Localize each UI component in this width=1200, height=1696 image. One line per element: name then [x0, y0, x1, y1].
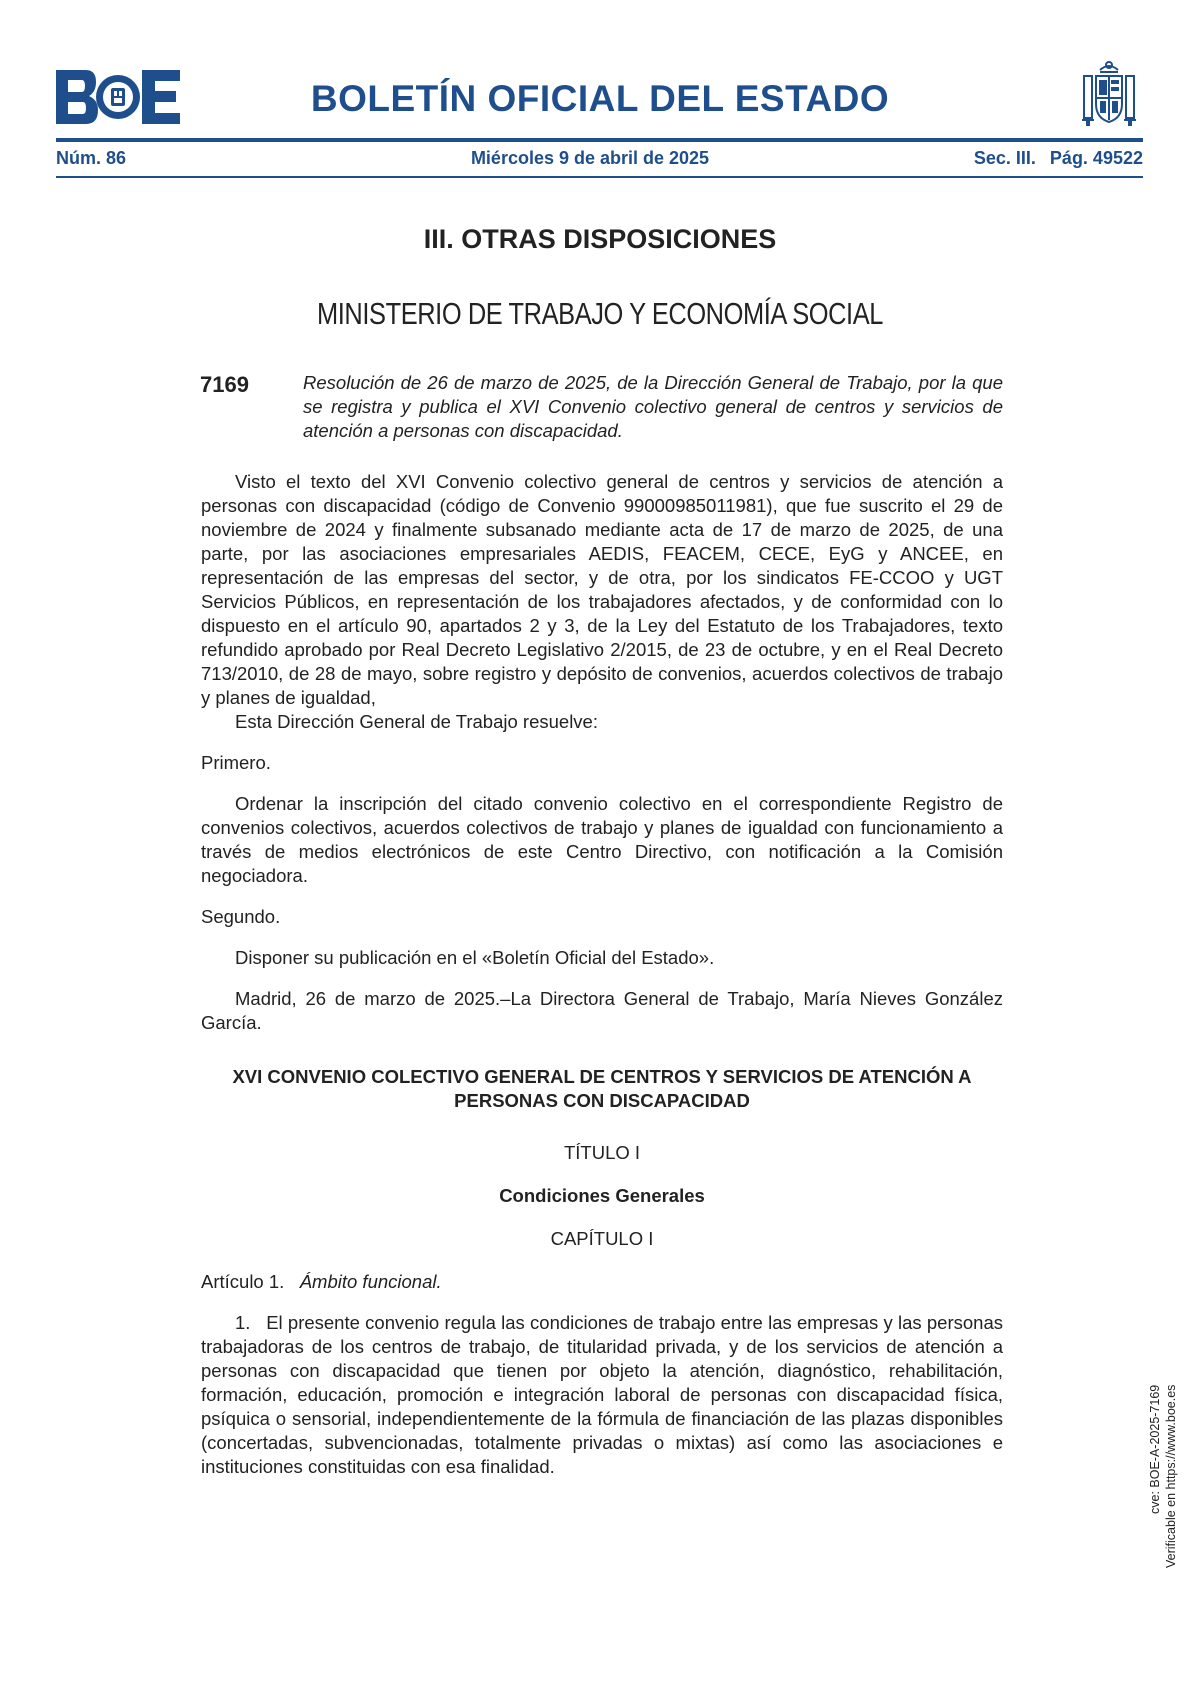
- item-text: El presente convenio regula las condiciones de trabajo entre las empresas y las personas trabajadoras de los centros de trabajo, de titularidad privada, y de los servicios de atención a personas con discapacidad que tienen por objeto la atención, diagnóstico, rehabilitación, formación, educación, promoción e integración laboral de personas con discapacidad física, psíquica o sensorial, independientemente de la fórmula de financiación de las plazas disponibles (concertadas, subvencionadas, totalmente privadas o mixtas) así como las asociaciones e instituciones constituidas con esa finalidad.: [201, 1312, 1003, 1477]
- paragraph: Ordenar la inscripción del citado convenio colectivo en el correspondiente Registro de convenios colectivos, acuerdos colectivos de trabajo y planes de igualdad con funcionamiento a través de medios electrónicos de este Centro Directivo, con notificación a la Comisión negociadora.: [201, 793, 1003, 886]
- issue-number: Núm. 86: [56, 148, 127, 168]
- section-page-info: [974, 148, 1143, 169]
- document-body: [201, 470, 1003, 1479]
- header-divider: [56, 138, 1143, 142]
- paragraph: Visto el texto del XVI Convenio colectivo general de centros y servicios de atención a personas con discapacidad (código de Convenio 99000985011981), que fue suscrito el 29 de noviembre de 2024 y finalmente subsanado mediante acta de 17 de marzo de 2025, de una parte, por las asociaciones empresariales AEDIS, FEACEM, CECE, EyG y ANCEE, en representación de las empresas del sector, y de otra, por los sindicatos FE-CCOO y UGT Servicios Públicos, en representación de los trabajadores afectados, y de conformidad con lo dispuesto en el artículo 90, apartados 2 y 3, de la Ley del Estatuto de los Trabajadores, texto refundido aprobado por Real Decreto Legislativo 2/2015, de 23 de octubre, y en el Real Decreto 713/2010, de 28 de mayo, sobre registro y depósito de convenios, acuerdos colectivos de trabajo y planes de igualdad,: [201, 471, 1003, 708]
- capitulo-heading: CAPÍTULO I: [550, 1228, 654, 1249]
- issue-date: Miércoles 9 de abril de 2025: [470, 148, 710, 168]
- header-bottom-divider: [56, 176, 1143, 178]
- paragraph: Disponer su publicación en el «Boletín Oficial del Estado».: [235, 947, 715, 968]
- verification-sidebar: [1148, 1385, 1188, 1605]
- titulo-heading: TÍTULO I: [563, 1142, 641, 1163]
- paragraph: Esta Dirección General de Trabajo resuelve:: [235, 711, 598, 732]
- ministry-name: MINISTERIO DE TRABAJO Y ECONOMÍA SOCIAL: [317, 296, 883, 331]
- section-label: Sec. III.: [973, 148, 1036, 168]
- coat-of-arms-icon: [1080, 60, 1138, 135]
- disposition-summary: Resolución de 26 de marzo de 2025, de la Dirección General de Trabajo, por la que se registra y publica el XVI Convenio colectivo general de centros y servicios de atención a personas con discapacidad.: [303, 372, 1003, 441]
- signature-paragraph: Madrid, 26 de marzo de 2025.–La Directora General de Trabajo, María Nieves González García.: [201, 988, 1003, 1033]
- verification-link[interactable]: Verificable en https://www.boe.es: [1164, 1384, 1178, 1568]
- point-heading: Primero.: [201, 752, 271, 773]
- article-label: Artículo 1.: [201, 1271, 285, 1292]
- point-heading: Segundo.: [201, 906, 281, 927]
- item-number: 1.: [235, 1312, 251, 1333]
- article-heading: [201, 1270, 1003, 1294]
- cve-code: cve: BOE-A-2025-7169: [1148, 1384, 1162, 1514]
- convenio-title: XVI CONVENIO COLECTIVO GENERAL DE CENTROS Y SERVICIOS DE ATENCIÓN A PERSONAS CON DISCAPACIDAD: [232, 1066, 972, 1111]
- titulo-name: Condiciones Generales: [499, 1185, 705, 1206]
- boe-logo-icon: [56, 70, 180, 129]
- publication-title: BOLETÍN OFICIAL DEL ESTADO: [310, 78, 890, 119]
- page-number: Pág. 49522: [1049, 148, 1143, 168]
- article-item: [201, 1311, 1003, 1479]
- article-name: Ámbito funcional.: [299, 1271, 442, 1292]
- section-title: III. OTRAS DISPOSICIONES: [423, 224, 777, 254]
- disposition-number: 7169: [200, 372, 249, 397]
